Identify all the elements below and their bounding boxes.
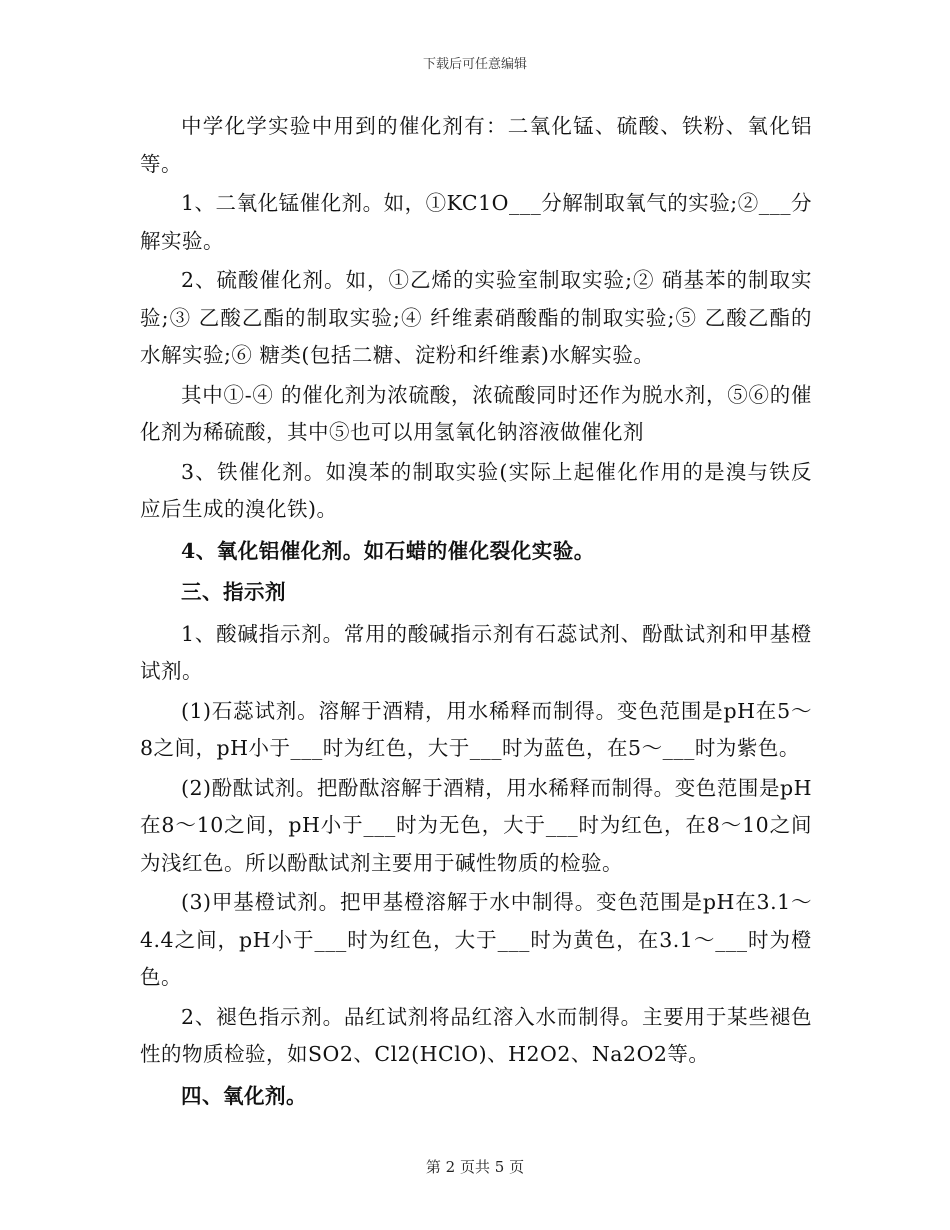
section-heading-indicators: 三、指示剂 (181, 580, 286, 604)
alumina-catalyst-heading: 4、氧化铝催化剂。如石蜡的催化裂化实验。 (181, 538, 595, 563)
iron-catalyst-paragraph: 3、铁催化剂。如溴苯的制取实验(实际上起催化作用的是溴与铁反应后生成的溴化铁)。 (140, 459, 812, 521)
section-heading-oxidants: 四、氧化剂。 (181, 1083, 307, 1108)
intro-paragraph: 中学化学实验中用到的催化剂有：二氧化锰、硫酸、铁粉、氧化铝等。 (140, 114, 812, 176)
bleaching-indicator-paragraph: 2、褪色指示剂。品红试剂将品红溶入水而制得。主要用于某些褪色性的物质检验，如SO2、Cl2(HClO)、H2O2、Na2O2等。 (140, 1004, 812, 1066)
sulfuric-acid-paragraph: 2、硫酸催化剂。如，①乙烯的实验室制取实验;② 硝基苯的制取实验;③ 乙酸乙酯的制取实验;④ 纤维素硝酸酯的制取实验;⑤ 乙酸乙酯的水解实验;⑥ 糖类(包括二糖、淀粉和纤维素)水解实验。 (140, 268, 812, 367)
page-footer: 第 2 页共 5 页 (425, 1158, 525, 1176)
litmus-paragraph: (1)石蕊试剂。溶解于酒精，用水稀释而制得。变色范围是pH在5～8之间，pH小于___时为红色，大于___时为蓝色，在5～___时为紫色。 (140, 698, 812, 760)
page-header: 下载后可任意编辑 (422, 57, 527, 72)
manganese-dioxide-paragraph: 1、二氧化锰催化剂。如，①KC1O___分解制取氧气的实验;②___分解实验。 (140, 191, 812, 253)
sulfuric-acid-note-paragraph: 其中①-④ 的催化剂为浓硫酸，浓硫酸同时还作为脱水剂，⑤⑥的催化剂为稀硫酸，其中⑤也可以用氢氧化钠溶液做催化剂 (140, 382, 812, 444)
acid-base-indicator-paragraph: 1、酸碱指示剂。常用的酸碱指示剂有石蕊试剂、酚酞试剂和甲基橙试剂。 (140, 621, 812, 683)
methyl-orange-paragraph: (3)甲基橙试剂。把甲基橙溶解于水中制得。变色范围是pH在3.1～4.4之间，pH小于___时为红色，大于___时为黄色，在3.1～___时为橙色。 (140, 890, 812, 989)
phenolphthalein-paragraph: (2)酚酞试剂。把酚酞溶解于酒精，用水稀释而制得。变色范围是pH在8～10之间，pH小于___时为无色，大于___时为红色，在8～10之间为浅红色。所以酚酞试剂主要用于碱性物质的检验。 (140, 775, 812, 875)
document-body (140, 108, 812, 1119)
